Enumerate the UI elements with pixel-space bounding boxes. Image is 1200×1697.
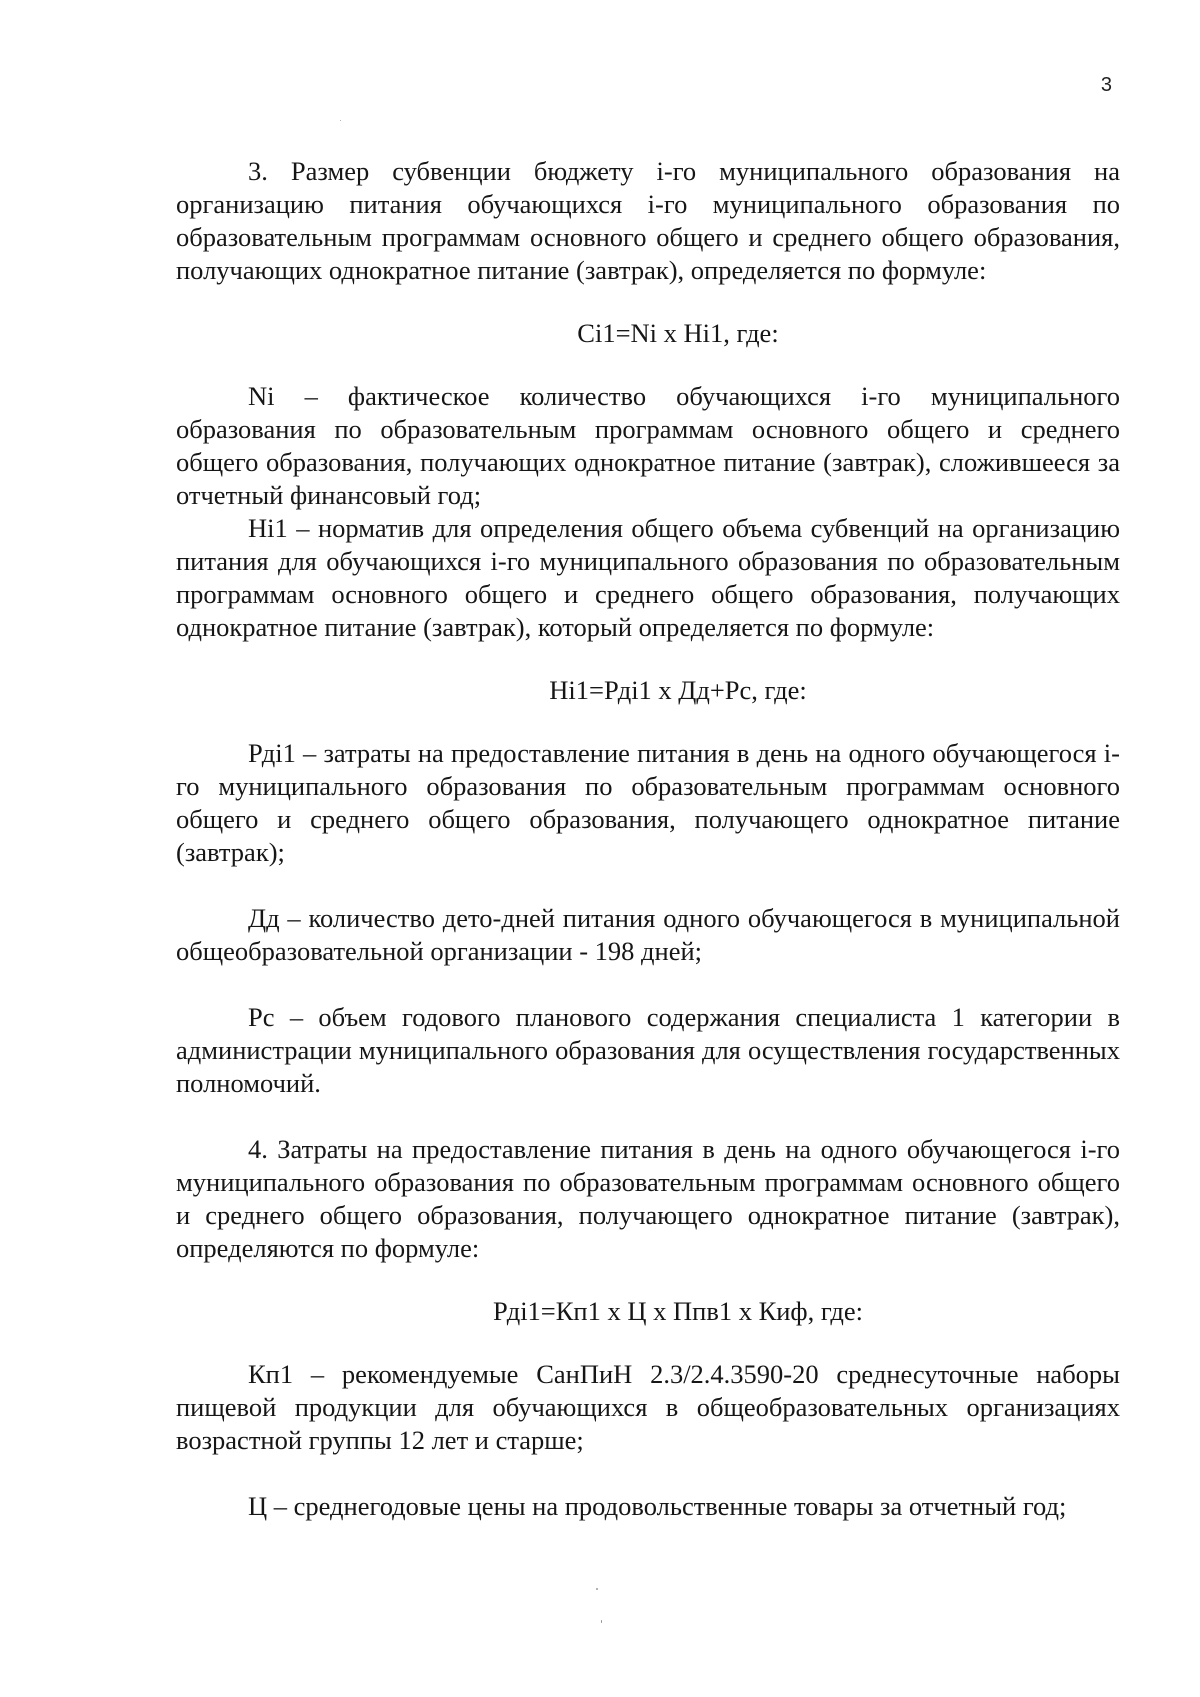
page-number: 3 [1100,74,1112,96]
definition-rdi1: Рдi1 – затраты на предоставление питания в день на одного обучающегося i-го муниципального образования по образовательным программам основного общего и среднего общего образования, получающего однократное питание (завтрак); [176,738,1120,867]
spacer [176,1457,1120,1490]
spacer [176,644,1120,674]
paragraph-3-subvention-size: 3. Размер субвенции бюджету i-го муниципального образования на организацию питания обучающихся i-го муниципального образования по образовательным программам основного общего и среднего общего образования, получающих однократное питание (завтрак), определяется по формуле: [176,156,1120,285]
spacer [176,1100,1120,1133]
formula-ci1: Ci1=Ni x Hi1, где: [577,318,779,348]
spacer [176,869,1120,902]
spacer [176,350,1120,380]
scan-speck [596,1588,598,1590]
spacer [176,1265,1120,1295]
scan-speck [601,1620,602,1623]
formula-hi1: Hi1=Рдi1 x Дд+Рс, где: [549,675,807,705]
definition-hi1: Hi1 – норматив для определения общего объема субвенций на организацию питания для обучающихся i-го муниципального образования по образовательным программам основного общего и среднего общего образования, получающих однократное питание (завтрак), который определяется по формуле: [176,513,1120,642]
definition-ni: Ni – фактическое количество обучающихся i-го муниципального образования по образовательным программам основного общего и среднего общего образования, получающих однократное питание (завтрак), сложившееся за отчетный финансовый год; [176,381,1120,510]
spacer [176,707,1120,737]
definition-dd: Дд – количество дето-дней питания одного обучающегося в муниципальной общеобразовательной организации - 198 дней; [176,903,1120,966]
spacer [176,1328,1120,1358]
spacer [176,968,1120,1001]
scan-speck [340,120,341,121]
paragraph-4-meal-costs: 4. Затраты на предоставление питания в день на одного обучающегося i-го муниципального образования по образовательным программам основного общего и среднего общего образования, получающего однократное питание (завтрак), определяются по формуле: [176,1134,1120,1263]
formula-rdi1: Рдi1=Кп1 x Ц x Ппв1 x Киф, где: [492,1296,864,1326]
document-body [176,155,1120,1523]
spacer [176,287,1120,317]
definition-rs: Рс – объем годового планового содержания специалиста 1 категории в администрации муниципального образования для осуществления государственных полномочий. [176,1002,1120,1098]
definition-kp1: Кп1 – рекомендуемые СанПиН 2.3/2.4.3590-20 среднесуточные наборы пищевой продукции для обучающихся в общеобразовательных организациях возрастной группы 12 лет и старше; [176,1359,1120,1455]
definition-ts: Ц – среднегодовые цены на продовольственные товары за отчетный год; [248,1491,1067,1521]
